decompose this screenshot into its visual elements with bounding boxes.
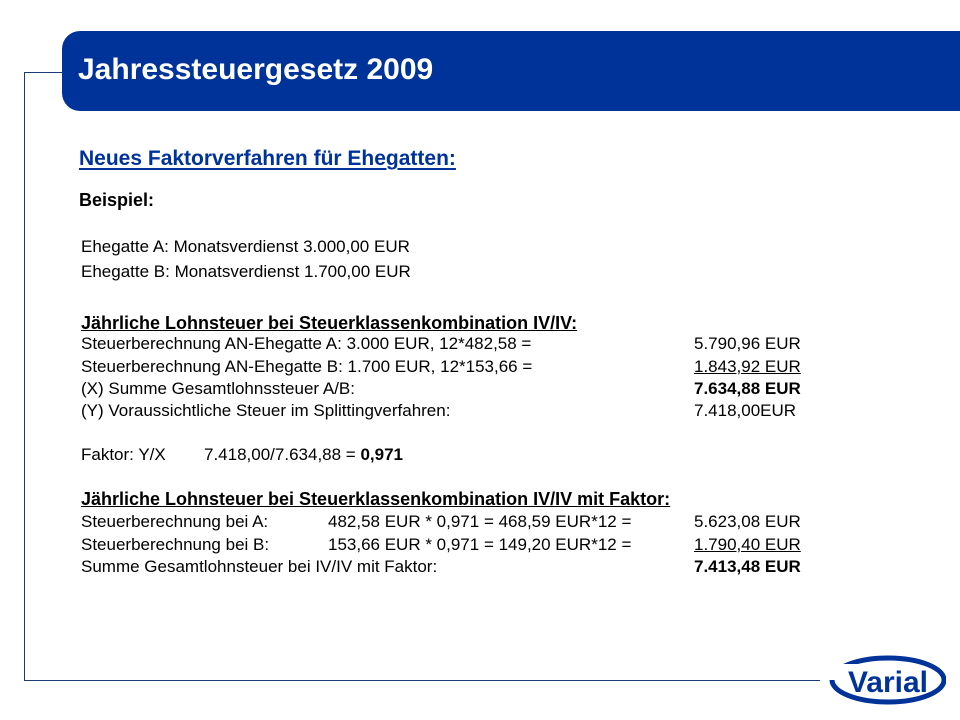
section-subtitle: Neues Faktorverfahren für Ehegatten: (79, 147, 456, 170)
section1-row-text: (Y) Voraussichtliche Steuer im Splittingverfahren: (81, 401, 451, 420)
logo-text: Varial (847, 666, 929, 699)
section1-row-value: 1.843,92 EUR (694, 357, 801, 376)
frame-line-top (24, 72, 64, 73)
section1-sum-value: 7.634,88 EUR (694, 379, 801, 398)
section1-row-text: Steuerberechnung AN-Ehegatte A: 3.000 EUR, 12*482,58 = (81, 334, 532, 353)
example-label: Beispiel: (79, 190, 155, 210)
section2-row-text: Steuerberechnung bei A: (81, 512, 269, 531)
varial-logo (826, 650, 946, 706)
frame-line-left (24, 72, 25, 680)
title-banner (62, 31, 960, 111)
section1-row-text: Steuerberechnung AN-Ehegatte B: 1.700 EUR, 12*153,66 = (81, 357, 533, 376)
factor-calculation (204, 445, 403, 465)
section2-row-text: Steuerberechnung bei B: (81, 535, 270, 554)
spouse-a-income: Ehegatte A: Monatsverdienst 3.000,00 EUR (81, 237, 410, 256)
section2-row-calc: 153,66 EUR * 0,971 = 149,20 EUR*12 = (328, 535, 632, 554)
section2-heading: Jährliche Lohnsteuer bei Steuerklassenkombination IV/IV mit Faktor: (81, 489, 671, 509)
section2-row-text: Summe Gesamtlohnsteuer bei IV/IV mit Faktor: (81, 557, 438, 576)
section1-row-value: 7.418,00EUR (694, 401, 797, 420)
spouse-b-income: Ehegatte B: Monatsverdienst 1.700,00 EUR (81, 262, 411, 281)
section1-row-value: 5.790,96 EUR (694, 334, 801, 353)
section1-row-text: (X) Summe Gesamtlohnssteuer A/B: (81, 379, 355, 398)
section1-heading: Jährliche Lohnsteuer bei Steuerklassenkombination IV/IV: (81, 313, 578, 333)
section2-sum-value: 7.413,48 EUR (694, 557, 801, 576)
factor-calc-text: 7.418,00/7.634,88 = (204, 445, 356, 464)
factor-result: 0,971 (360, 445, 404, 464)
factor-label: Faktor: Y/X (81, 445, 166, 464)
section2-row-value: 1.790,40 EUR (694, 535, 801, 554)
page-title: Jahressteuergesetz 2009 (78, 53, 434, 86)
section2-row-value: 5.623,08 EUR (694, 512, 801, 531)
section2-row-calc: 482,58 EUR * 0,971 = 468,59 EUR*12 = (328, 512, 632, 531)
frame-line-bottom (24, 680, 820, 681)
